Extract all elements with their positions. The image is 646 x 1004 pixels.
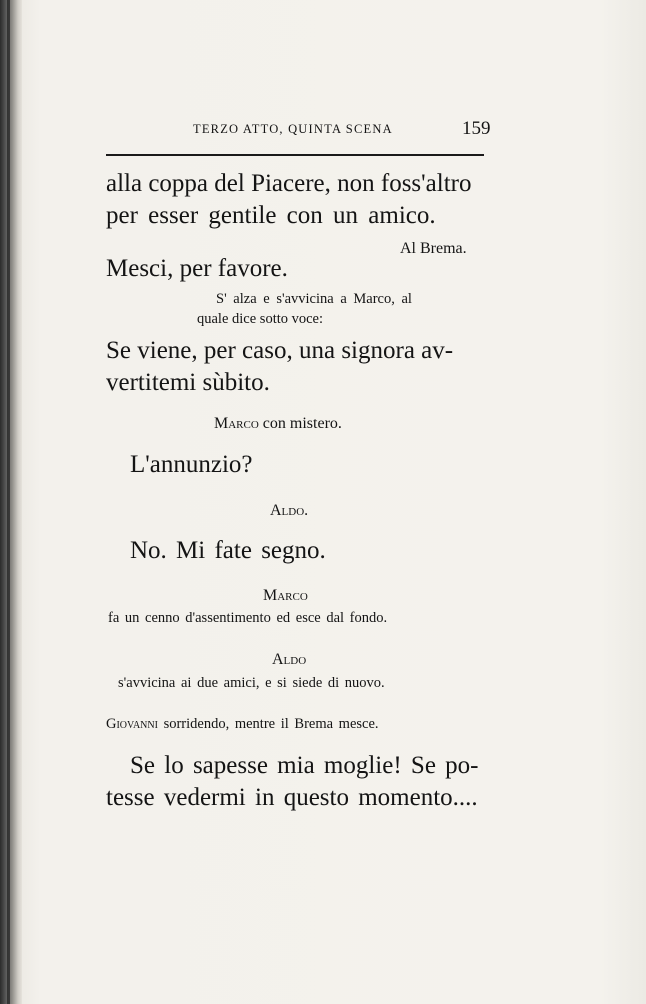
speaker-marco-2: Marco	[263, 587, 308, 604]
text-line-2: per esser gentile con un amico.	[106, 202, 436, 229]
text-line-vertitemi: vertitemi sùbito.	[106, 369, 270, 396]
header-rule	[106, 154, 484, 156]
speaker-giovanni-direction	[106, 716, 379, 733]
running-header: TERZO ATTO, QUINTA SCENA	[193, 122, 393, 136]
stage-direction-1: S' alza e s'avvicina a Marco, al	[216, 291, 412, 307]
stage-direction-4: s'avvicina ai due amici, e si siede di nuovo.	[118, 675, 385, 691]
text-line-annunzio: L'annunzio?	[130, 451, 253, 478]
stage-direction-al-brema: Al Brema.	[400, 240, 467, 257]
speaker-aldo-2: Aldo	[272, 651, 307, 668]
text-line-se-lo-sapesse: Se lo sapesse mia moglie! Se po-	[130, 752, 479, 779]
text-line-1: alla coppa del Piacere, non foss'altro	[106, 170, 472, 197]
direction-con-mistero: con mistero.	[258, 415, 342, 432]
speaker-giovanni: Giovanni	[106, 716, 158, 732]
speaker-marco-direction	[214, 415, 342, 433]
binding-edge	[7, 0, 10, 1004]
text-line-tesse-vedermi: tesse vedermi in questo momento....	[106, 784, 478, 811]
text-line-mesci: Mesci, per favore.	[106, 255, 288, 282]
speaker-marco: Marco	[214, 415, 259, 432]
page-number: 159	[462, 118, 491, 139]
stage-direction-3: fa un cenno d'assentimento ed esce dal fondo.	[108, 610, 388, 626]
text-line-se-viene: Se viene, per caso, una signora av-	[106, 337, 454, 364]
text-line-no-mi-fate: No. Mi fate segno.	[130, 537, 326, 564]
speaker-aldo-1: Aldo.	[270, 502, 309, 519]
direction-sorridendo: sorridendo, mentre il Brema mesce.	[157, 716, 379, 732]
book-binding	[0, 0, 22, 1004]
stage-direction-2: quale dice sotto voce:	[197, 311, 324, 327]
